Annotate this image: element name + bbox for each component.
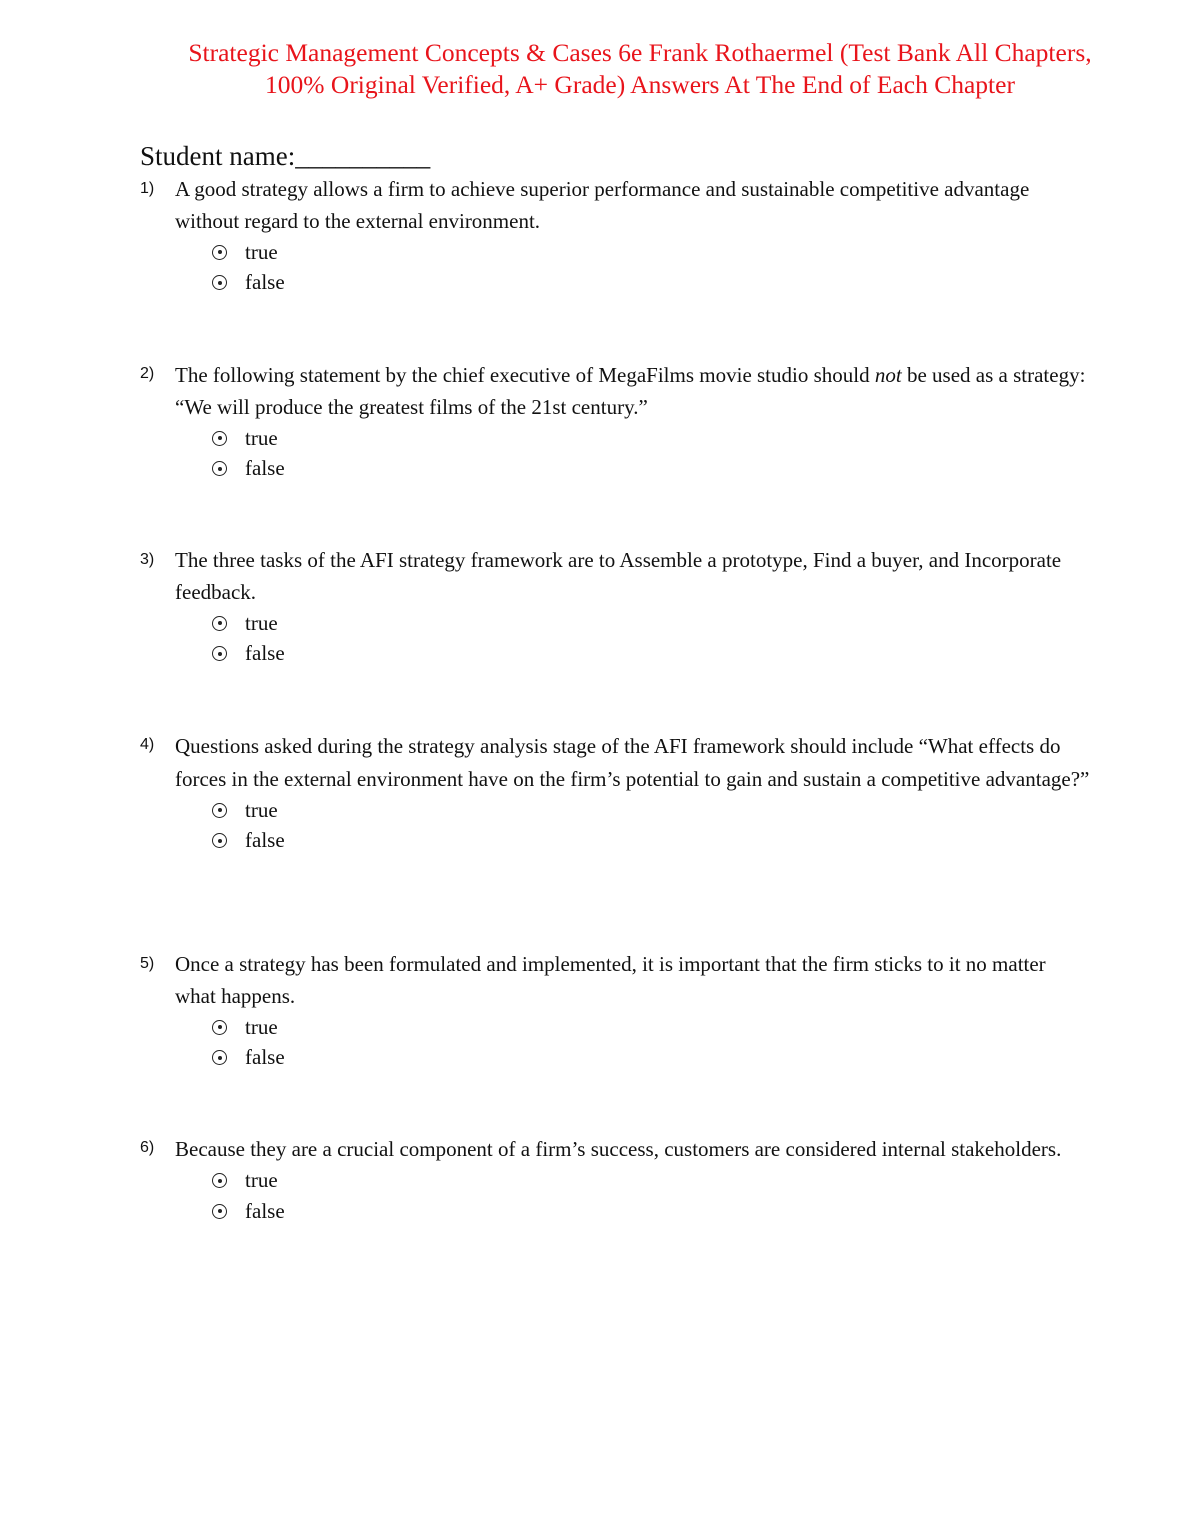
- question-6: [140, 1133, 1090, 1227]
- question-5: [140, 949, 1090, 1073]
- question-text-part: be used as a strategy: “We will produce the greatest films of the 21st century.”: [175, 363, 1086, 419]
- answer-options: [212, 423, 1090, 484]
- radio-button-icon[interactable]: [212, 461, 227, 476]
- option-true[interactable]: [212, 237, 1090, 268]
- question-1: [140, 174, 1090, 298]
- question-number: 4): [140, 736, 155, 753]
- option-false[interactable]: [212, 639, 1090, 670]
- answer-options: [212, 237, 1090, 298]
- question-number: 6): [140, 1139, 155, 1156]
- radio-button-icon[interactable]: [212, 803, 227, 818]
- question-text: Questions asked during the strategy analysis stage of the AFI framework should include “What effects do forces in the external environment have on the firm’s potential to gain and sustain a competitive advantage?”: [175, 734, 1090, 791]
- document-title: [120, 37, 1160, 101]
- option-false[interactable]: [212, 268, 1090, 299]
- question-number: 1): [140, 180, 155, 197]
- student-name-field: Student name:__________: [140, 141, 431, 171]
- option-label: true: [245, 1168, 278, 1193]
- option-false[interactable]: [212, 454, 1090, 485]
- question-text-emphasis: not: [874, 363, 902, 387]
- option-label: true: [245, 610, 278, 635]
- option-false[interactable]: [212, 826, 1090, 857]
- radio-button-icon[interactable]: [212, 833, 227, 848]
- radio-button-icon[interactable]: [212, 616, 227, 631]
- title-line-1: Strategic Management Concepts & Cases 6e Frank Rothaermel (Test Bank All Chapters,: [188, 38, 1092, 67]
- question-text: Once a strategy has been formulated and implemented, it is important that the firm sticks to it no matter what happens.: [175, 952, 1046, 1008]
- option-label: true: [245, 425, 278, 450]
- option-label: true: [245, 239, 278, 264]
- question-number: 5): [140, 955, 155, 972]
- question-4: [140, 730, 1090, 856]
- radio-button-icon[interactable]: [212, 431, 227, 446]
- option-true[interactable]: [212, 423, 1090, 454]
- option-true[interactable]: [212, 1012, 1090, 1043]
- radio-button-icon[interactable]: [212, 275, 227, 290]
- question-text: [175, 359, 1090, 423]
- radio-button-icon[interactable]: [212, 1204, 227, 1219]
- question-text: The three tasks of the AFI strategy framework are to Assemble a prototype, Find a buyer, and Incorporate feedback.: [175, 548, 1062, 604]
- question-2: [140, 359, 1090, 484]
- question-text: A good strategy allows a firm to achieve superior performance and sustainable competitive advantage without regard to the external environment.: [175, 177, 1030, 233]
- question-number: 2): [140, 365, 155, 382]
- answer-options: [212, 795, 1090, 856]
- option-true[interactable]: [212, 608, 1090, 639]
- option-false[interactable]: [212, 1043, 1090, 1074]
- option-true[interactable]: [212, 1166, 1090, 1197]
- radio-button-icon[interactable]: [212, 646, 227, 661]
- question-text: Because they are a crucial component of a firm’s success, customers are considered internal stakeholders.: [175, 1137, 1062, 1161]
- radio-button-icon[interactable]: [212, 1020, 227, 1035]
- option-label: false: [245, 641, 285, 666]
- option-label: false: [245, 1045, 285, 1070]
- option-false[interactable]: [212, 1196, 1090, 1227]
- option-label: false: [245, 456, 285, 481]
- option-label: false: [245, 1198, 285, 1223]
- question-number: 3): [140, 551, 155, 568]
- radio-button-icon[interactable]: [212, 1050, 227, 1065]
- option-label: false: [245, 270, 285, 295]
- question-text-part: The following statement by the chief executive of MegaFilms movie studio should: [175, 363, 875, 387]
- radio-button-icon[interactable]: [212, 245, 227, 260]
- option-label: true: [245, 797, 278, 822]
- radio-button-icon[interactable]: [212, 1173, 227, 1188]
- answer-options: [212, 1012, 1090, 1073]
- question-3: [140, 545, 1090, 669]
- option-true[interactable]: [212, 795, 1090, 826]
- answer-options: [212, 1166, 1090, 1227]
- option-label: false: [245, 828, 285, 853]
- option-label: true: [245, 1014, 278, 1039]
- answer-options: [212, 608, 1090, 669]
- title-line-2: 100% Original Verified, A+ Grade) Answers At The End of Each Chapter: [265, 70, 1015, 99]
